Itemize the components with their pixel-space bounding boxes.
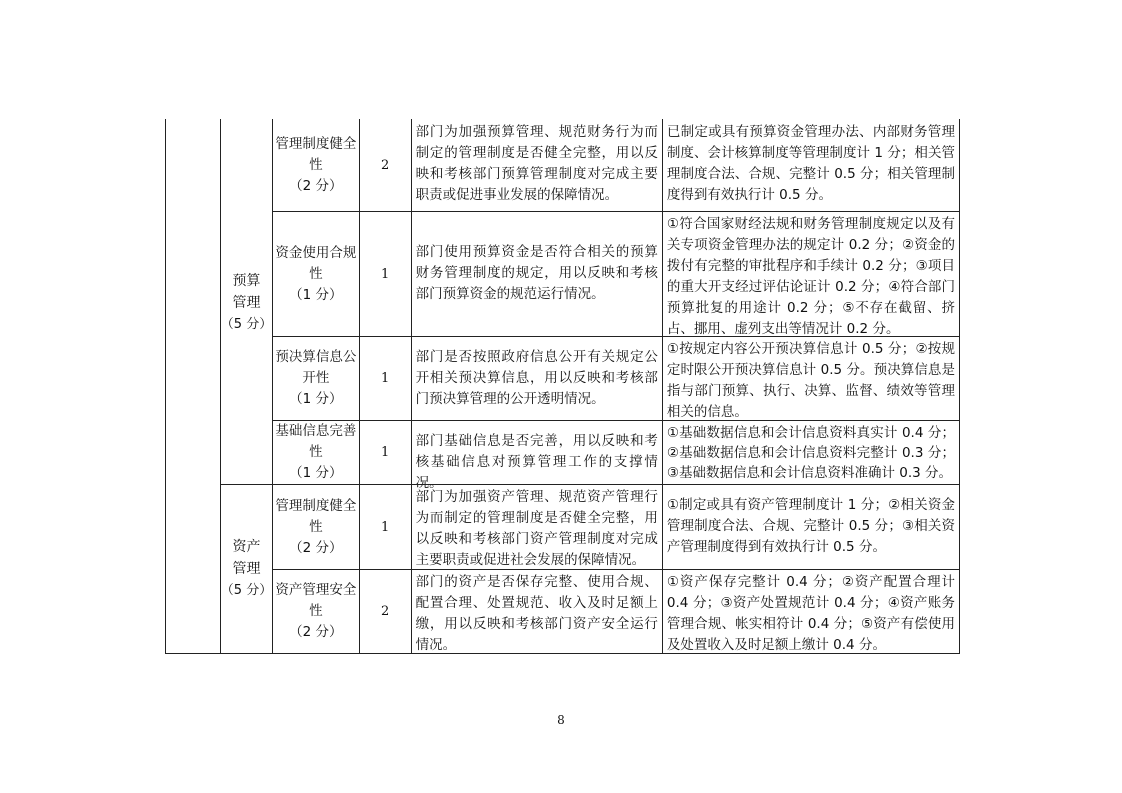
group-label-line: 资产 (232, 539, 261, 555)
indicator-name: 管理制度健全 性 （2 分） (273, 119, 360, 211)
indicator-name: 基础信息完善 性 （1 分） (273, 421, 360, 484)
scoring-criteria: ①制定或具有资产管理制度计 1 分；②相关资金管理制度合法、合规、完整计 0.5 分；③相关资产管理制度得到有效执行计 0.5 分。 (666, 497, 956, 555)
table-row (272, 119, 960, 212)
category-column (165, 119, 221, 654)
indicator-score: 2 (360, 119, 412, 211)
indicator-score: 1 (360, 212, 412, 336)
scoring-criteria: ①符合国家财经法规和财务管理制度规定以及有关专项资金管理办法的规定计 0.2 分；②资金的拨付有完整的审批程序和手续计 0.2 分；③项目的重大开支经过评估论证计 0.2 分；④符合部门预算批复的用途计 0.2 分；⑤不存在截留、挤占、挪用、虚列支出等情况计 0.2 分。 (666, 216, 956, 337)
table-row (272, 420, 960, 491)
scoring-criteria: ①资产保存完整计 0.4 分；②资产配置合理计 0.4 分；③资产处置规范计 0.4 分；④资产账务管理合规、帐实相符计 0.4 分；⑤资产有偿使用及处置收入及时足额上缴计 0.4 分。 (666, 574, 956, 653)
indicator-score: 1 (360, 485, 412, 569)
scoring-criteria: ①基础数据信息和会计信息资料真实计 0.4 分；②基础数据信息和会计信息资料完整计 0.3 分；③基础数据信息和会计信息资料准确计 0.3 分。 (666, 425, 956, 481)
indicator-name: 预决算信息公 开性 （1 分） (273, 337, 360, 420)
indicator-description: 部门是否按照政府信息公开有关规定公开相关预决算信息，用以反映和考核部门预决算管理的公开透明情况。 (412, 337, 663, 420)
indicator-description: 部门使用预算资金是否符合相关的预算财务管理制度的规定，用以反映和考核部门预算资金的规范运行情况。 (412, 212, 663, 336)
group-label-asset (220, 536, 273, 602)
page-number: 8 (557, 713, 565, 727)
group-label-line: 管理 (232, 295, 261, 311)
group-label-line: （5 分） (220, 317, 273, 332)
scoring-criteria: 已制定或具有预算资金管理办法、内部财务管理制度、会计核算制度等管理制度计 1 分；相关管理制度合法、合规、完整计 0.5 分；相关管理制度得到有效执行计 0.5 分。 (666, 124, 956, 203)
group-label-line: （5 分） (220, 583, 273, 598)
indicator-description: 部门基础信息是否完善，用以反映和考核基础信息对预算管理工作的支撑情况。 (412, 421, 663, 484)
indicator-description: 部门为加强资产管理、规范资产管理行为而制定的管理制度是否健全完整，用以反映和考核部门资产管理制度对完成主要职责或促进社会发展的保障情况。 (412, 485, 663, 569)
table-row (272, 484, 960, 570)
table-row (272, 569, 960, 654)
table-row (272, 211, 960, 337)
indicator-score: 2 (360, 570, 412, 653)
scoring-criteria: ①按规定内容公开预决算信息计 0.5 分；②按规定时限公开预决算信息计 0.5 分。预决算信息是指与部门预算、执行、决算、监督、绩效等管理相关的信息。 (666, 341, 956, 420)
indicator-name: 管理制度健全 性 （2 分） (273, 485, 360, 569)
table-row (272, 336, 960, 421)
indicator-description: 部门的资产是否保存完整、使用合规、配置合理、处置规范、收入及时足额上缴，用以反映和考核部门资产安全运行情况。 (412, 570, 663, 653)
indicator-name: 资产管理安全 性 （2 分） (273, 570, 360, 653)
group-label-line: 预算 (232, 273, 261, 289)
indicator-description: 部门为加强预算管理、规范财务行为而制定的管理制度是否健全完整，用以反映和考核部门预算管理制度对完成主要职责或促进事业发展的保障情况。 (412, 119, 663, 211)
group-label-budget (220, 270, 273, 336)
indicator-name: 资金使用合规 性 （1 分） (273, 212, 360, 336)
indicator-score: 1 (360, 337, 412, 420)
group-label-line: 管理 (232, 561, 261, 577)
indicator-score: 1 (360, 421, 412, 484)
